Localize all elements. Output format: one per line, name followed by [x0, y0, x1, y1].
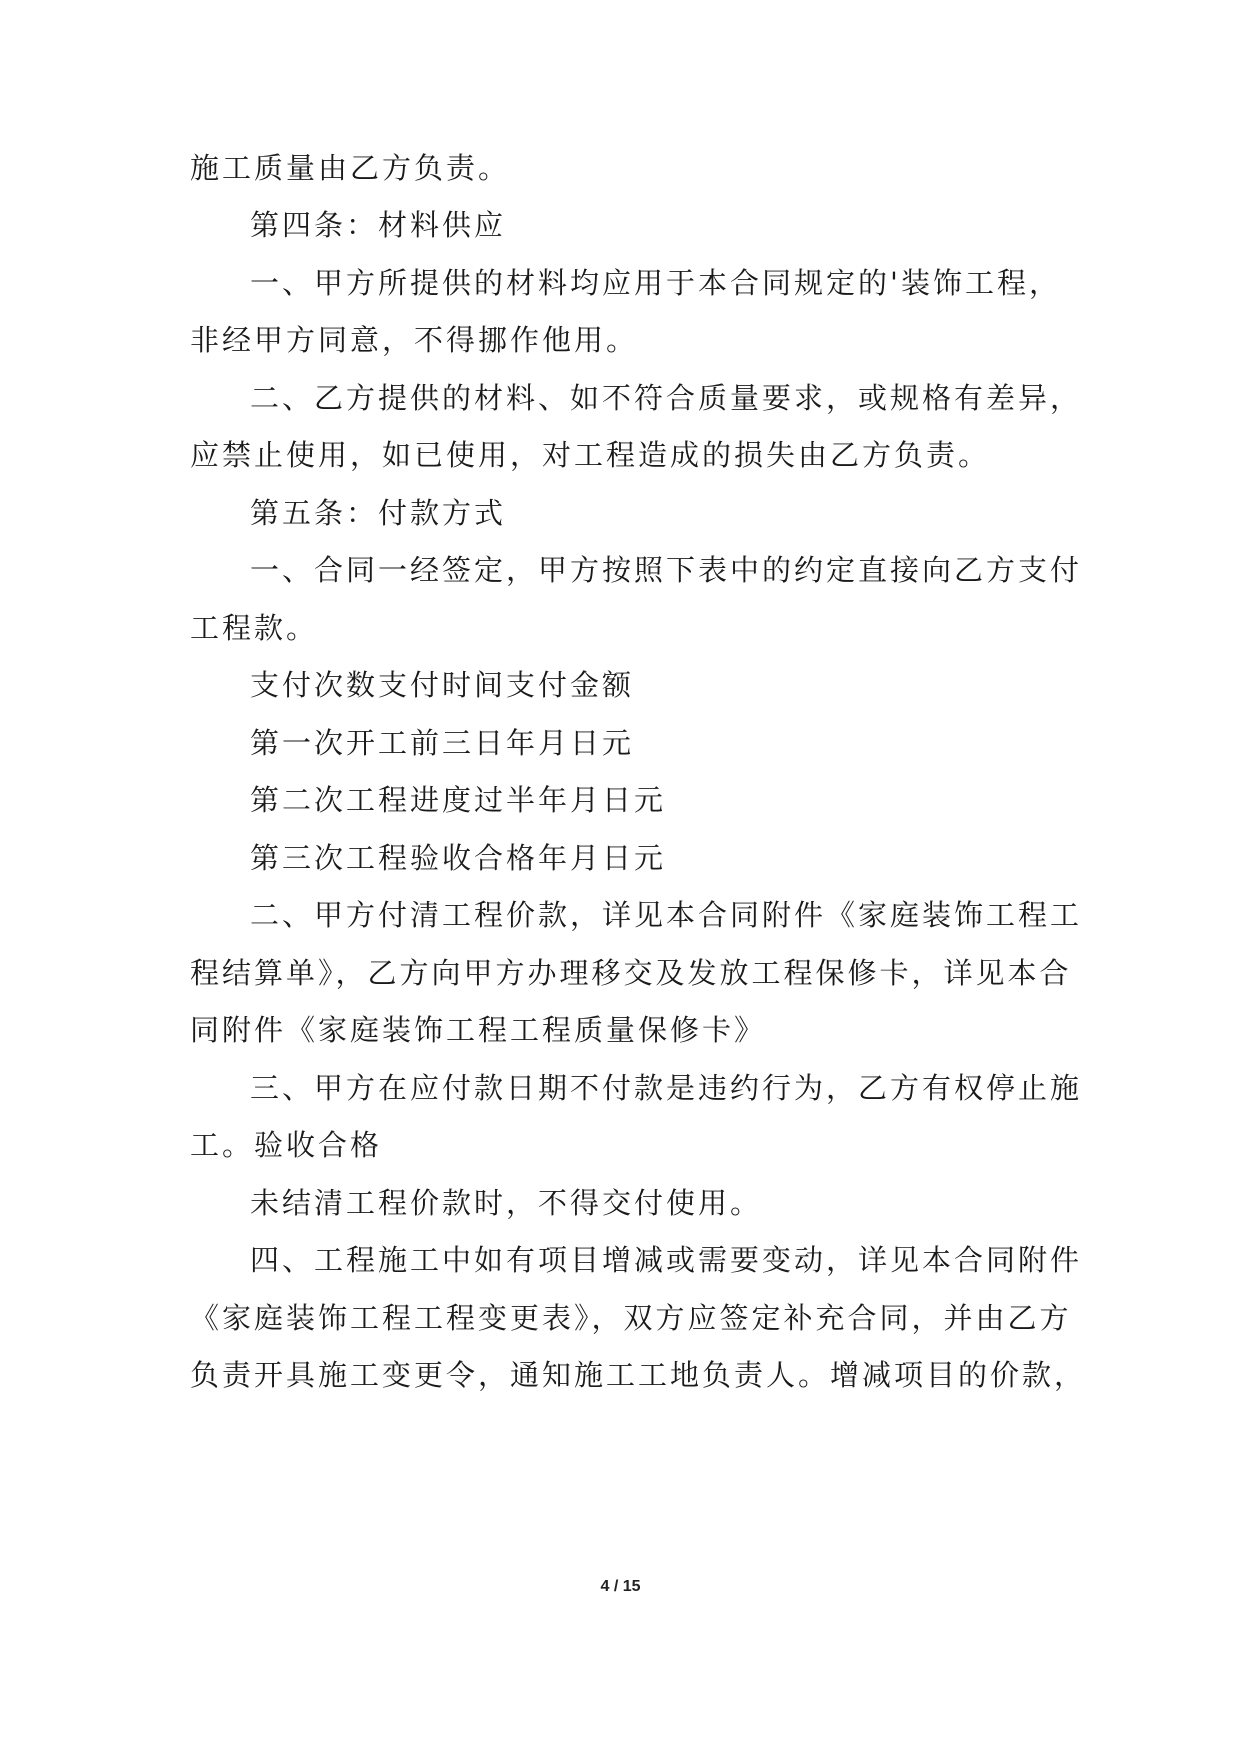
- section-heading: 第四条：材料供应: [250, 208, 507, 242]
- paragraph-line: 应禁止使用，如已使用，对工程造成的损失由乙方负责。: [190, 438, 991, 472]
- paragraph-line: 工程款。: [190, 611, 319, 645]
- paragraph-line: 未结清工程价款时，不得交付使用。: [250, 1186, 763, 1220]
- paragraph-line: 非经甲方同意，不得挪作他用。: [190, 323, 639, 357]
- paragraph-line: 负责开具施工变更令，通知施工工地负责人。增减项目的价款，: [190, 1358, 1087, 1392]
- paragraph-line: 二、甲方付清工程价款，详见本合同附件《家庭装饰工程工: [250, 898, 1083, 932]
- paragraph-line: 同附件《家庭装饰工程工程质量保修卡》: [190, 1013, 767, 1047]
- paragraph-line: 四、工程施工中如有项目增减或需要变动，详见本合同附件: [250, 1243, 1083, 1277]
- paragraph-line: 工。验收合格: [190, 1128, 383, 1162]
- payment-table-row: 第三次工程验收合格年月日元: [250, 841, 667, 875]
- paragraph-line: 一、甲方所提供的材料均应用于本合同规定的'装饰工程，: [250, 266, 1061, 300]
- paragraph-line: 《家庭装饰工程工程变更表》，双方应签定补充合同，并由乙方: [190, 1301, 1072, 1335]
- payment-table-header: 支付次数支付时间支付金额: [250, 668, 635, 702]
- payment-table-row: 第一次开工前三日年月日元: [250, 726, 635, 760]
- payment-table-row: 第二次工程进度过半年月日元: [250, 783, 667, 817]
- paragraph-line: 一、合同一经签定，甲方按照下表中的约定直接向乙方支付: [250, 553, 1083, 587]
- paragraph-line: 二、乙方提供的材料、如不符合质量要求，或规格有差异，: [250, 381, 1083, 415]
- page-number: 4 / 15: [600, 1578, 641, 1595]
- paragraph-line: 程结算单》，乙方向甲方办理移交及发放工程保修卡，详见本合: [190, 956, 1072, 990]
- paragraph-line: 三、甲方在应付款日期不付款是违约行为，乙方有权停止施: [250, 1071, 1083, 1105]
- section-heading: 第五条：付款方式: [250, 496, 507, 530]
- paragraph-line: 施工质量由乙方负责。: [190, 151, 511, 185]
